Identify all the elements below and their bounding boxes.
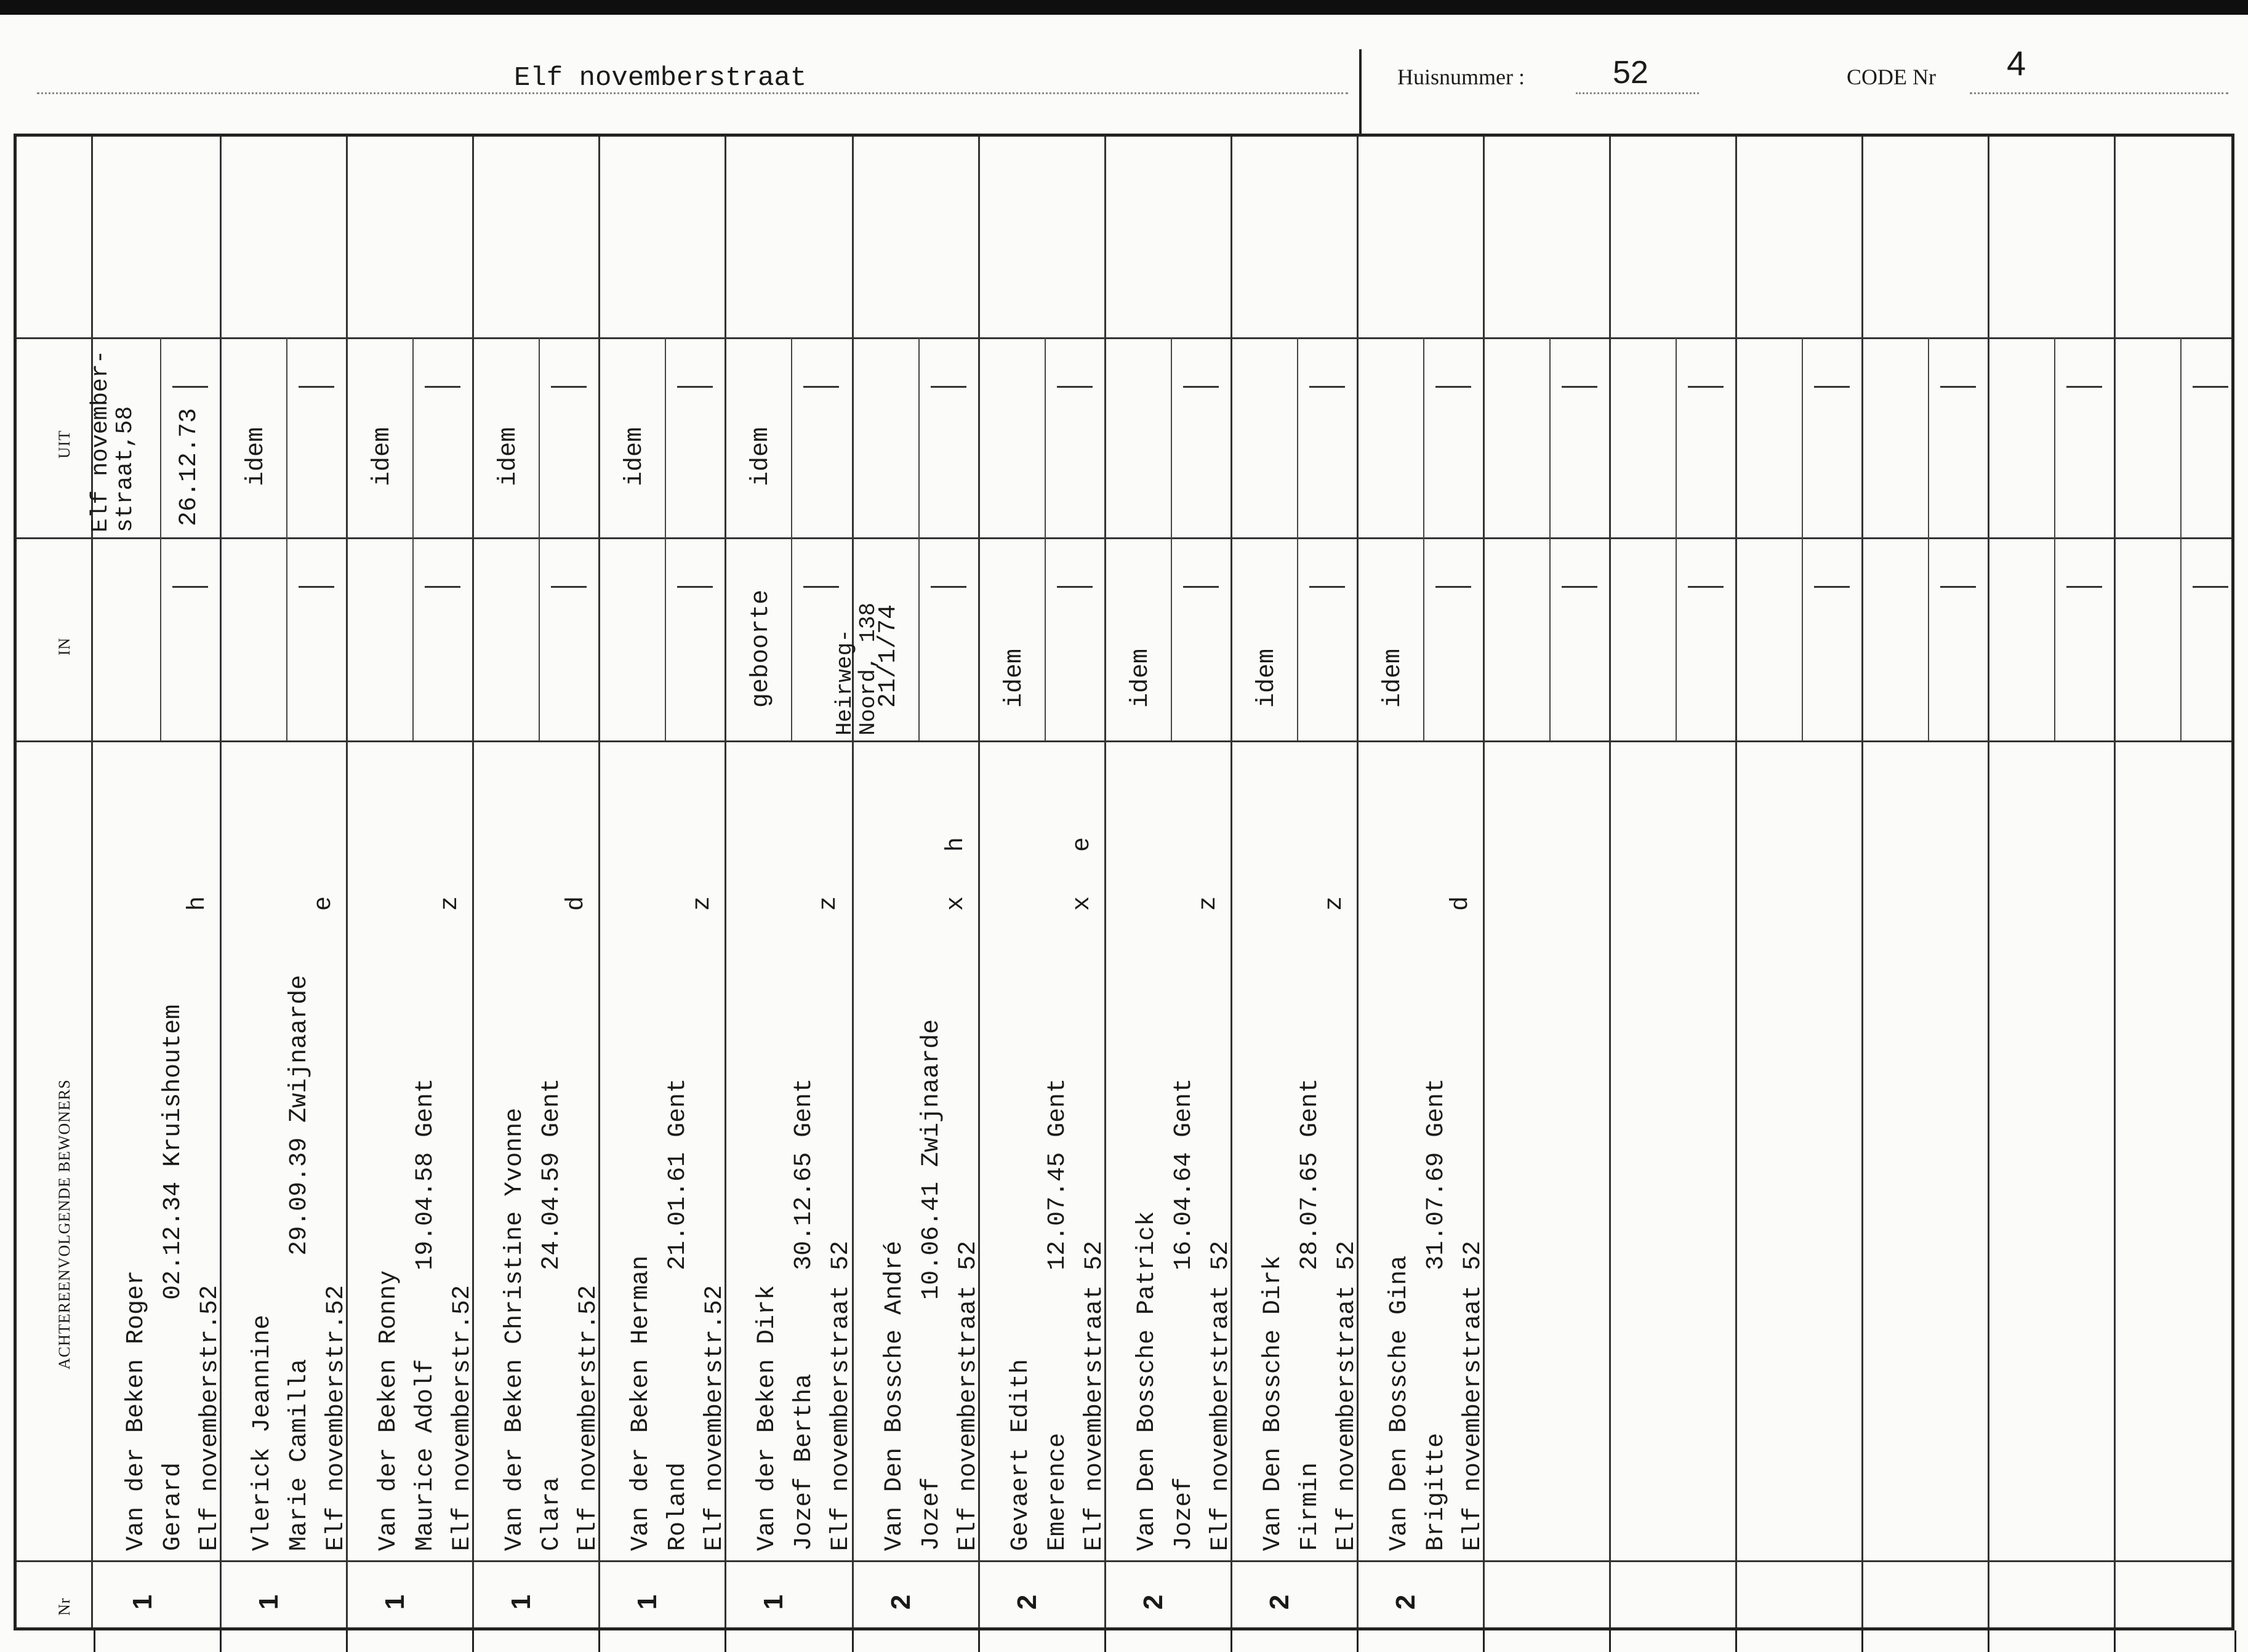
in-dash [1309,586,1345,588]
uit-address: Elf november- straat,58 [87,350,138,532]
in-address: Heirweg- Noord, 138 [832,602,881,736]
uit-dash [172,386,208,388]
uit-sub-divider [1676,337,1677,537]
resident-name: Vlerick Jeannine [249,1314,276,1551]
resident-entry [877,1019,987,1551]
resident-address: Elf novemberstraat 52 [1333,1240,1361,1551]
in-sub-divider [791,537,792,740]
bottom-tick [725,1630,726,1652]
in-dash [1940,586,1976,588]
uit-sub-divider [665,337,666,537]
in-sub-divider [539,537,540,740]
uit-dash [1562,386,1597,388]
column-label-nr: Nr [55,1597,73,1616]
in-dash [425,586,460,588]
in-dash [1183,586,1219,588]
resident-name: Van Den Bossche Dirk [1259,1255,1287,1551]
resident-name: Van der Beken Dirk [753,1285,781,1551]
in-dash [299,586,334,588]
resident-entry [1003,1078,1114,1551]
resident-details: Jozef 16.04.64 Gent [1170,1078,1198,1551]
uit-value: idem [243,427,270,486]
row-line-top [17,337,2231,339]
in-sub-divider [665,537,666,740]
uit-sub-divider [539,337,540,537]
resident-nr: 2 [1012,1594,1043,1610]
in-value: idem [1253,648,1281,708]
row-line-nr [17,1560,2231,1562]
resident-nr: 2 [886,1594,917,1610]
uit-value: idem [495,427,523,486]
uit-dash [1183,386,1219,388]
resident-nr: 2 [1391,1594,1421,1610]
resident-entry [371,1078,481,1551]
in-sub-divider [2054,537,2055,740]
in-value: 21/1/74 [875,604,902,708]
bottom-tick [1357,1630,1359,1652]
uit-sub-divider [412,337,414,537]
uit-dash [803,386,839,388]
uit-dash [299,386,334,388]
house-number-label: Huisnummer : [1397,65,1525,89]
resident-entry [497,1078,608,1551]
uit-value: idem [621,427,649,486]
uit-dash [1940,386,1976,388]
resident-nr: 1 [380,1594,411,1610]
in-sub-divider [412,537,414,740]
resident-code: z [689,896,717,911]
resident-address: Elf novemberstr.52 [701,1285,729,1551]
bottom-tick [94,1630,95,1652]
uit-sub-divider [1171,337,1172,537]
uit-sub-divider [286,337,287,537]
uit-sub-divider [918,337,920,537]
resident-entry [1381,1078,1492,1551]
in-dash [677,586,713,588]
resident-address: Elf novemberstraat 52 [1207,1240,1235,1551]
row-line-in [17,740,2231,742]
uit-dash [425,386,460,388]
uit-dash [677,386,713,388]
resident-code: z [1321,896,1349,911]
resident-nr: 1 [254,1594,284,1610]
resident-name: Van der Beken Roger [122,1270,150,1551]
resident-address: Elf novemberstraat 52 [1459,1240,1487,1551]
in-sub-divider [1423,537,1424,740]
code-dotted-line [1970,92,2228,94]
in-dash [551,586,587,588]
row-line-uit [17,537,2231,539]
header-divider [1359,49,1362,135]
resident-address: Elf novemberstr.52 [196,1285,224,1551]
resident-address: Elf novemberstraat 52 [827,1240,855,1551]
street-dotted-line [37,92,1348,94]
uit-sub-divider [1297,337,1298,537]
bottom-tick [2114,1630,2116,1652]
resident-name: Van der Beken Christine Yvonne [501,1107,529,1551]
uit-dash [2193,386,2228,388]
bottom-tick [978,1630,980,1652]
resident-details: Emerence 12.07.45 Gent [1044,1078,1072,1551]
uit-sub-divider [2054,337,2055,537]
in-sub-divider [2180,537,2182,740]
uit-sub-divider [1928,337,1929,537]
resident-nr: 1 [758,1594,789,1610]
in-value: idem [1001,648,1029,708]
resident-code: e [310,896,338,911]
uit-dash [1435,386,1471,388]
uit-value: idem [747,427,775,486]
resident-nr: 1 [632,1594,663,1610]
column-divider [2114,137,2116,1627]
resident-code: x e [1069,836,1096,911]
resident-entry [1129,1078,1240,1551]
uit-dash [1688,386,1724,388]
resident-name: Van der Beken Herman [627,1255,655,1551]
in-dash [1562,586,1597,588]
resident-code: z [1195,896,1222,911]
resident-details: Maurice Adolf 19.04.58 Gent [412,1078,440,1551]
in-sub-divider [1297,537,1298,740]
in-value: idem [1127,648,1155,708]
in-dash [1435,586,1471,588]
bottom-tick [346,1630,348,1652]
resident-details: Jozef 10.06.41 Zwijnaarde [918,1019,945,1551]
resident-nr: 2 [1264,1594,1295,1610]
bottom-tick [1609,1630,1611,1652]
column-label-residents: ACHTEREENVOLGENDE BEWONERS [55,1079,73,1369]
bottom-tick [220,1630,222,1652]
resident-entry [1255,1078,1366,1551]
resident-nr: 1 [127,1594,158,1610]
in-sub-divider [160,537,161,740]
bottom-tick [1230,1630,1232,1652]
column-divider [1988,137,1989,1627]
resident-code: h [184,896,212,911]
column-label-uit: UIT [55,430,73,459]
uit-value: idem [369,427,396,486]
resident-code: z [436,896,464,911]
resident-entry [118,1004,229,1551]
bottom-tick [598,1630,600,1652]
resident-nr: 1 [506,1594,537,1610]
resident-code: x h [942,836,970,911]
in-dash [1057,586,1093,588]
uit-dash [1309,386,1345,388]
in-sub-divider [1676,537,1677,740]
bottom-tick [852,1630,854,1652]
resident-name: Van Den Bossche Gina [1386,1255,1413,1551]
uit-dash [1057,386,1093,388]
in-dash [803,586,839,588]
uit-sub-divider [1045,337,1046,537]
in-dash [2193,586,2228,588]
in-sub-divider [1549,537,1551,740]
top-black-band [0,0,2248,15]
resident-name: Van Den Bossche Patrick [1133,1211,1161,1551]
resident-details: Brigitte 31.07.69 Gent [1423,1078,1450,1551]
resident-details: Jozef Bertha 30.12.65 Gent [790,1078,818,1551]
resident-nr: 2 [1138,1594,1169,1610]
resident-name: Gevaert Edith [1007,1358,1035,1551]
uit-sub-divider [1423,337,1424,537]
resident-details: Clara 24.04.59 Gent [538,1078,566,1551]
in-sub-divider [1171,537,1172,740]
resident-address: Elf novemberstr.52 [575,1285,603,1551]
in-sub-divider [286,537,287,740]
in-dash [2066,586,2102,588]
in-dash [172,586,208,588]
uit-sub-divider [1549,337,1551,537]
bottom-tick [1483,1630,1485,1652]
in-value: idem [1379,648,1407,708]
code-label: CODE Nr [1847,65,1936,89]
in-sub-divider [1802,537,1803,740]
resident-details: Roland 21.01.61 Gent [664,1078,692,1551]
resident-code: d [563,896,590,911]
resident-address: Elf novemberstraat 52 [1081,1240,1109,1551]
resident-entry [749,1078,860,1551]
in-dash [1688,586,1724,588]
bottom-tick [2234,1630,2236,1652]
resident-name: Van der Beken Ronny [375,1270,403,1551]
in-sub-divider [918,537,920,740]
resident-address: Elf novemberstr.52 [449,1285,476,1551]
resident-address: Elf novemberstr.52 [323,1285,350,1551]
street-name: Elf novemberstraat [514,63,807,94]
bottom-tick [1988,1630,1989,1652]
uit-dash [551,386,587,388]
uit-sub-divider [791,337,792,537]
resident-name: Van Den Bossche André [881,1240,909,1551]
uit-dash [1814,386,1850,388]
in-sub-divider [1928,537,1929,740]
in-value: geboorte [747,589,775,708]
uit-dash [931,386,966,388]
in-dash [931,586,966,588]
column-label-in: IN [55,637,73,656]
uit-sub-divider [160,337,161,537]
resident-entry [623,1078,734,1551]
house-number-dotted-line [1576,92,1699,94]
column-divider [1861,137,1863,1627]
resident-details: Marie Camilla 29.09.39 Zwijnaarde [286,974,313,1551]
uit-value: 26.12.73 [175,407,203,526]
resident-address: Elf novemberstraat 52 [955,1240,982,1551]
bottom-tick [1861,1630,1863,1652]
resident-details: Gerard 02.12.34 Kruishoutem [159,1004,187,1551]
uit-sub-divider [2180,337,2182,537]
in-sub-divider [1045,537,1046,740]
resident-code: z [815,896,843,911]
code-value: 4 [2007,44,2026,82]
resident-entry [244,975,355,1551]
column-divider [1609,137,1611,1627]
bottom-tick [1735,1630,1737,1652]
bottom-tick [472,1630,474,1652]
uit-sub-divider [1802,337,1803,537]
bottom-tick [1104,1630,1106,1652]
house-number-value: 52 [1613,55,1648,90]
column-divider [1735,137,1737,1627]
uit-dash [2066,386,2102,388]
resident-code: d [1447,896,1475,911]
in-dash [1814,586,1850,588]
resident-details: Firmin 28.07.65 Gent [1296,1078,1324,1551]
